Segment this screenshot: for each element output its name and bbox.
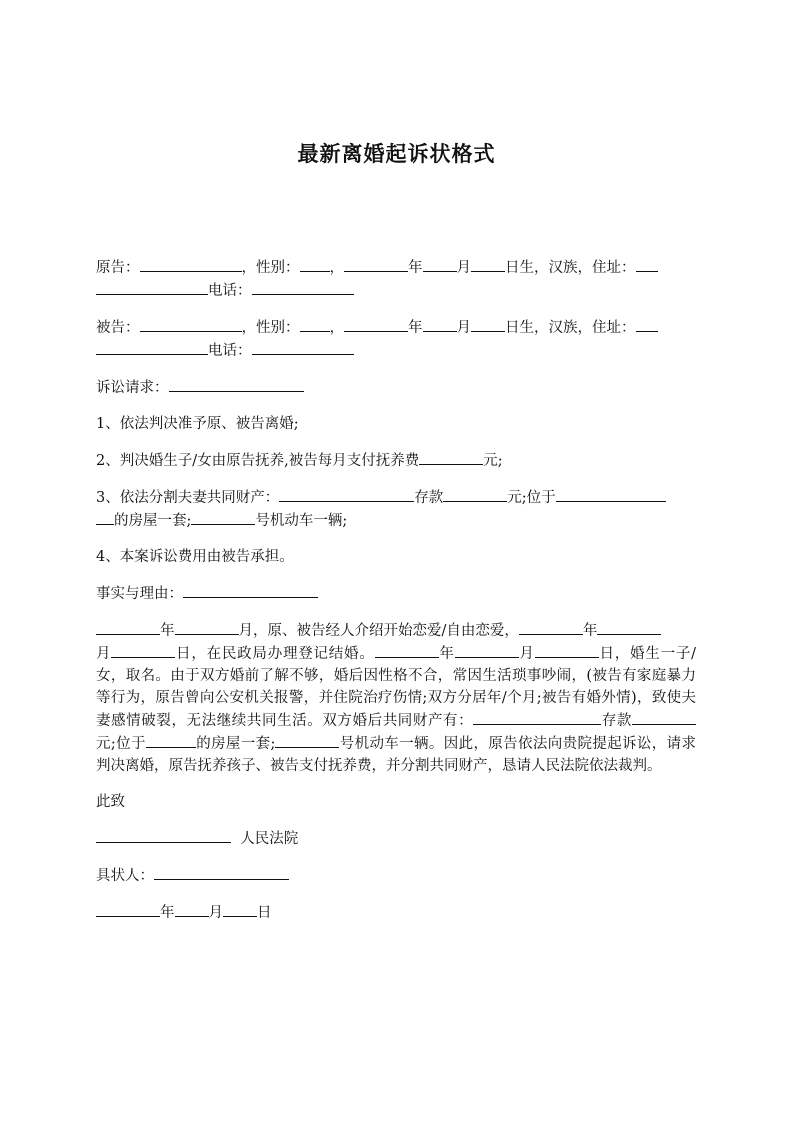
year-label: 年 [408, 260, 423, 276]
claim-4: 4、本案诉讼费用由被告承担。 [96, 549, 294, 565]
plaintiff-address-field-2 [96, 279, 208, 295]
birth-day-field [535, 642, 599, 658]
plaintiff-birth-year-field [344, 256, 408, 272]
month-label: 月 [96, 646, 112, 662]
acquaint-month-field [175, 619, 239, 635]
deposit-field [443, 486, 507, 502]
marriage-year-field [519, 619, 583, 635]
comma: ， [329, 260, 344, 276]
facts-text-2: 日，在民政局办理登记结婚。 [175, 646, 375, 662]
house-location-field [556, 486, 666, 502]
plaintiff-gender-field [300, 256, 330, 272]
plaintiff-info [96, 256, 696, 302]
facts-text-1: 月，原、被告经人介绍开始恋爱/自由恋爱， [238, 623, 519, 639]
plaintiff-phone-label: 电话： [208, 283, 252, 299]
facts-label: 事实与理由： [96, 586, 183, 602]
claim-2 [96, 449, 696, 472]
born-label: 日生，汉族，住址： [505, 320, 636, 336]
court-line [96, 827, 696, 850]
court-label: 人民法院 [240, 831, 299, 847]
date-month-field [175, 901, 209, 917]
defendant-phone-field [252, 339, 354, 355]
court-name-field [96, 827, 231, 843]
marriage-day-field [111, 642, 175, 658]
month-label: 月 [208, 905, 223, 921]
defendant-address-field [636, 316, 658, 332]
plaintiff-phone-field [252, 279, 354, 295]
month-label: 月 [456, 320, 471, 336]
comma: ， [329, 320, 344, 336]
plaintiff-gender-label: ，性别： [241, 260, 300, 276]
facts-heading [96, 582, 696, 605]
common-property-field [279, 486, 414, 502]
facts-field [183, 582, 318, 598]
defendant-phone-label: 电话： [208, 343, 252, 359]
year-label: 年 [438, 646, 455, 662]
date-line [96, 901, 696, 924]
plaintiff-birth-day-field [471, 256, 505, 272]
signer-label: 具状人： [96, 868, 154, 884]
plaintiff-label: 原告： [96, 260, 140, 276]
plaintiff-birth-month-field [423, 256, 457, 272]
claims-field [169, 376, 304, 392]
defendant-info [96, 316, 696, 362]
property-field-2 [537, 709, 601, 725]
claim-3-text: 3、依法分割夫妻共同财产： [96, 490, 280, 506]
signer-field [154, 864, 289, 880]
plaintiff-address-field [636, 256, 658, 272]
year-label: 年 [160, 623, 175, 639]
vehicle-number-field [275, 732, 339, 748]
signer-line [96, 864, 696, 887]
born-label: 日生，汉族，住址： [505, 260, 636, 276]
defendant-gender-label: ，性别： [241, 320, 300, 336]
marriage-month-field [597, 619, 661, 635]
claim-2-text: 2、判决婚生子/女由原告抚养,被告每月支付抚养费 [96, 453, 420, 469]
year-label: 年 [160, 905, 175, 921]
page-title: 最新离婚起诉状格式 [297, 142, 496, 166]
defendant-address-field-2 [96, 339, 208, 355]
defendant-birth-day-field [471, 316, 505, 332]
defendant-birth-year-field [344, 316, 408, 332]
vehicle-label: 号机动车一辆; [255, 513, 348, 529]
facts-text-3: 日，婚生一子/女，取名。由于双方婚前了解不够，婚后因性格不合，常因生活琐事吵闹，(被告有家庭暴力等行为，原告曾向公安机关报警，并住院治疗伤情;双方分居年/个月;被告有婚外情)，致使夫妻感情破裂，无法继续共同生活。双方婚后共同财产有： [96, 646, 697, 729]
location-label: 元;位于 [96, 736, 146, 752]
defendant-label: 被告： [96, 320, 140, 336]
document-body [96, 256, 696, 924]
defendant-birth-month-field [423, 316, 457, 332]
month-label: 月 [456, 260, 471, 276]
claim-2-unit: 元; [483, 453, 503, 469]
defendant-gender-field [300, 316, 330, 332]
claim-1: 1、依法判决准予原、被告离婚; [96, 416, 299, 432]
facts-paragraph [96, 619, 696, 777]
claim-3 [96, 486, 696, 532]
house-label: 的房屋一套; [114, 513, 192, 529]
vehicle-number-field [191, 509, 255, 525]
facts-text-4: 号机动车一辆。因此，原告依法向贵院提起诉讼，请求判决离婚，原告抚养孩子、被告支付抚养费，并分割共同财产，恳请人民法院依法裁判。 [96, 736, 696, 774]
property-field [473, 709, 537, 725]
house-label: 的房屋一套; [195, 736, 276, 752]
day-label: 日 [257, 905, 272, 921]
acquaint-year-field [96, 619, 160, 635]
location-label: 元;位于 [507, 490, 556, 506]
deposit-label: 存款 [601, 713, 633, 729]
claims-heading [96, 376, 696, 399]
birth-month-field [455, 642, 519, 658]
plaintiff-name-field [140, 256, 242, 272]
closing: 此致 [96, 794, 125, 810]
date-year-field [96, 901, 160, 917]
deposit-label: 存款 [414, 490, 444, 506]
month-label: 月 [518, 646, 535, 662]
year-label: 年 [408, 320, 423, 336]
house-location-field-2 [96, 509, 114, 525]
defendant-name-field [140, 316, 242, 332]
house-location-field [146, 732, 196, 748]
birth-year-field [375, 642, 439, 658]
date-day-field [223, 901, 257, 917]
support-fee-field [419, 449, 483, 465]
claims-label: 诉讼请求： [96, 380, 169, 396]
deposit-field [632, 709, 696, 725]
year-label: 年 [582, 623, 598, 639]
